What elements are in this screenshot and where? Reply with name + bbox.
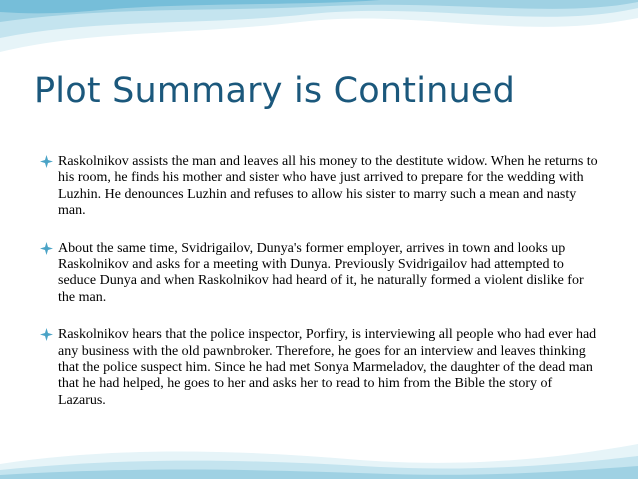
slide-title: Plot Summary is Continued	[34, 71, 516, 111]
bullet-text: Raskolnikov assists the man and leaves all his money to the destitute widow. When he returns to his room, he finds his mother and sister who have just arrived to prepare for the wedding with Luzhin. He denounces Luzhin and refuses to allow his sister to marry such a mean and nasty man.	[58, 154, 598, 219]
bullet-list	[40, 154, 600, 430]
top-wave-decoration	[0, 0, 638, 70]
bullet-text: Raskolnikov hears that the police inspector, Porfiry, is interviewing all people who had ever had any business with the old pawnbroker. Therefore, he goes for an interview and leaves thinking that the police suspect him. Since he had met Sonya Marmeladov, the daughter of the dead man that he had helped, he goes to her and asks her to read to him from the Bible the story of Lazarus.	[58, 327, 597, 408]
diamond-bullet-icon	[40, 328, 53, 341]
bullet-text: About the same time, Svidrigailov, Dunya's former employer, arrives in town and looks up Raskolnikov and asks for a meeting with Dunya. Previously Svidrigailov had attempted to seduce Dunya and when Raskolnikov had heard of it, he naturally formed a violent dislike for the man.	[58, 240, 584, 305]
bottom-wave-decoration	[0, 430, 638, 479]
list-item	[40, 241, 600, 307]
list-item	[40, 327, 600, 409]
diamond-bullet-icon	[40, 155, 53, 168]
diamond-bullet-icon	[40, 242, 53, 255]
list-item	[40, 154, 600, 220]
